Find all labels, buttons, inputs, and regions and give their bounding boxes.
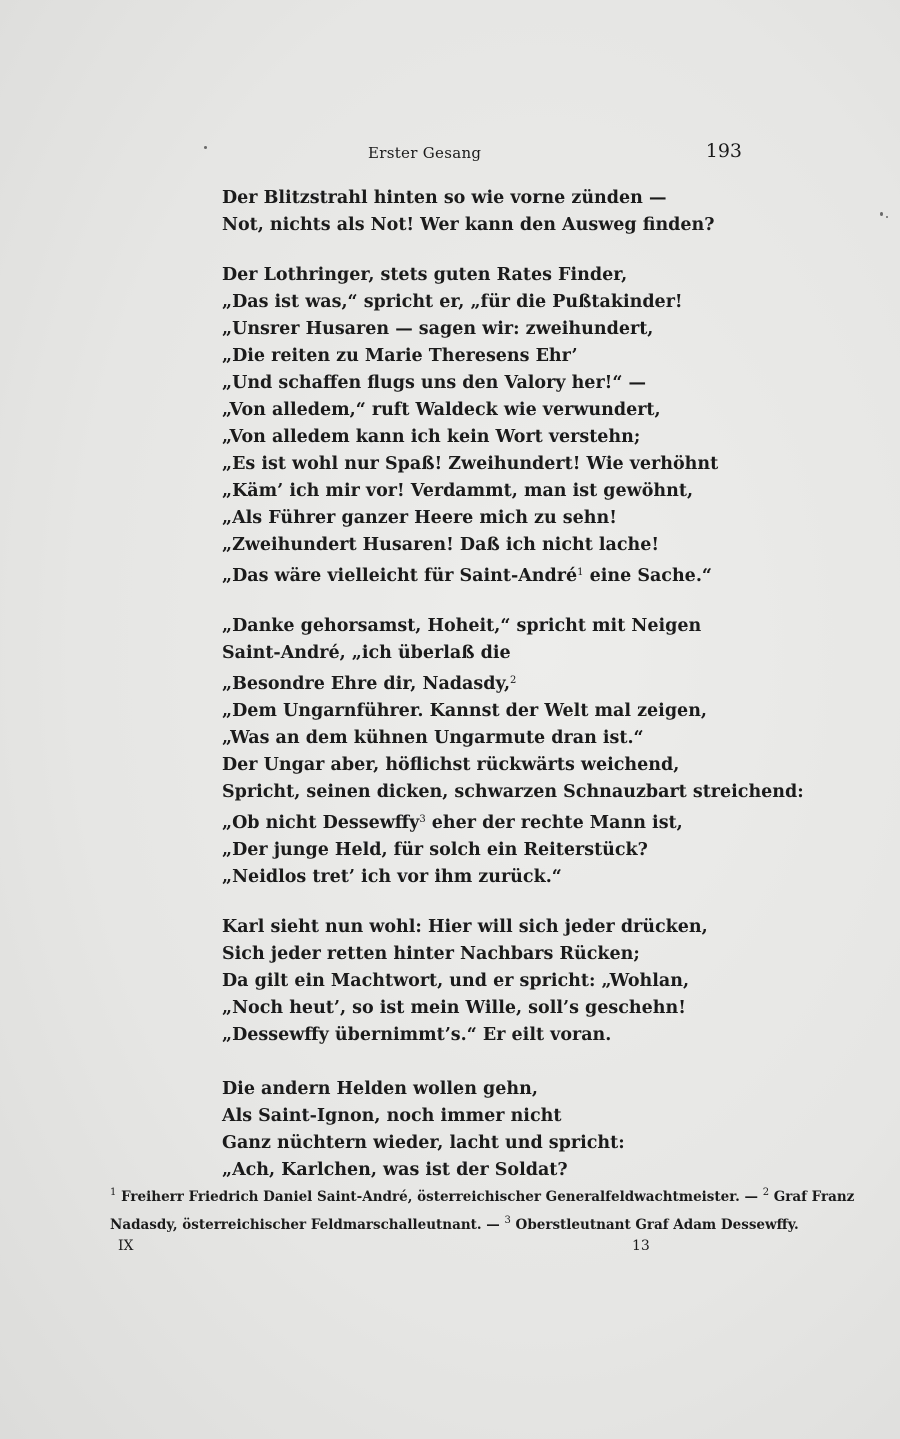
verse-line: „Und schaffen flugs uns den Valory her!“ —: [222, 373, 646, 393]
verse-line: „Von alledem,“ ruft Waldeck wie verwundert,: [222, 400, 661, 420]
verse-line: Als Saint-Ignon, noch immer nicht: [222, 1106, 562, 1126]
footnote-marker: 2: [510, 675, 517, 686]
verse-line: [222, 559, 722, 590]
verse-line: „Danke gehorsamst, Hoheit,“ spricht mit Neigen: [222, 616, 702, 636]
verse-line: Der Blitzstrahl hinten so wie vorne zünden —: [222, 188, 667, 208]
footnote-marker: 3: [504, 1215, 511, 1226]
volume-signature: IX: [118, 1238, 134, 1254]
footnote-marker: 1: [110, 1187, 117, 1198]
verse-text: eher der rechte Mann ist,: [425, 813, 683, 833]
footnote-line: [110, 1181, 855, 1209]
stanza-2: [222, 262, 722, 590]
verse-line: Saint-André, „ich überlaß die: [222, 643, 511, 663]
footnote-text: Oberstleutnant Graf Adam Dessewffy.: [510, 1217, 799, 1233]
verse-line: „Unsrer Husaren — sagen wir: zweihundert,: [222, 319, 654, 339]
verse-line: Der Lothringer, stets guten Rates Finder,: [222, 265, 628, 285]
stanza-3: [222, 613, 804, 891]
footnote-line: [110, 1209, 799, 1237]
stanza-1: [222, 185, 722, 239]
verse-line: „Käm’ ich mir vor! Verdammt, man ist gewöhnt,: [222, 481, 694, 501]
footnote-marker: 3: [419, 814, 426, 825]
verse-line: „Neidlos tret’ ich vor ihm zurück.“: [222, 867, 562, 887]
verse-line: Der Ungar aber, höflichst rückwärts weichend,: [222, 755, 680, 775]
footnotes: [110, 1181, 855, 1237]
verse-text: „Besondre Ehre dir, Nadasdy,: [222, 674, 511, 694]
footnote-text: Nadasdy, österreichischer Feldmarschalleutnant. —: [110, 1217, 505, 1233]
verse-line: Spricht, seinen dicken, schwarzen Schnauzbart streichend:: [222, 782, 804, 802]
verse-line: [222, 806, 722, 837]
verse-line: „Dessewffy übernimmt’s.“ Er eilt voran.: [222, 1025, 612, 1045]
verse-line: Die andern Helden wollen gehn,: [222, 1079, 538, 1099]
footnote-marker: 2: [762, 1187, 770, 1198]
verse-text: „Ob nicht Dessewffy: [222, 813, 420, 833]
stanza-4: [222, 914, 722, 1049]
footnote-marker: 1: [577, 567, 584, 578]
verse-line: „Ach, Karlchen, was ist der Soldat?: [222, 1160, 568, 1180]
verse-line: Da gilt ein Machtwort, und er spricht: „Wohlan,: [222, 971, 690, 991]
verse-line: Ganz nüchtern wieder, lacht und spricht:: [222, 1133, 625, 1153]
verse-line: „Von alledem kann ich kein Wort verstehn;: [222, 427, 641, 447]
verse-line: Sich jeder retten hinter Nachbars Rücken;: [222, 944, 640, 964]
sheet-signature: 13: [632, 1238, 650, 1254]
verse-line: „Der junge Held, für solch ein Reiterstück?: [222, 840, 648, 860]
footnote-text: Graf Franz: [769, 1189, 855, 1205]
verse-line: „Dem Ungarnführer. Kannst der Welt mal zeigen,: [222, 701, 708, 721]
verse-line: „Die reiten zu Marie Theresens Ehr’: [222, 346, 578, 366]
running-header: [222, 140, 742, 170]
verse-line: „Das ist was,“ spricht er, „für die Pußtakinder!: [222, 292, 683, 312]
paper-speck: [886, 216, 888, 218]
chapter-title: Erster Gesang: [368, 144, 482, 162]
verse-text: eine Sache.“: [583, 566, 712, 586]
footnote-text: Freiherr Friedrich Daniel Saint-André, österreichischer Generalfeldwachtmeister. —: [116, 1189, 763, 1205]
verse-line: [222, 667, 722, 698]
verse-line: „Als Führer ganzer Heere mich zu sehn!: [222, 508, 617, 528]
verse-line: „Es ist wohl nur Spaß! Zweihundert! Wie verhöhnt: [222, 454, 719, 474]
stanza-5: [222, 1076, 722, 1184]
poem-body: [222, 185, 804, 1184]
page-number: 193: [705, 140, 742, 162]
verse-text: „Das wäre vielleicht für Saint-André: [222, 566, 578, 586]
verse-line: Karl sieht nun wohl: Hier will sich jeder drücken,: [222, 917, 708, 937]
verse-line: „Noch heut’, so ist mein Wille, soll’s geschehn!: [222, 998, 686, 1018]
verse-line: „Was an dem kühnen Ungarmute dran ist.“: [222, 728, 644, 748]
paper-speck: [880, 212, 883, 216]
paper-speck: [204, 146, 207, 149]
verse-line: Not, nichts als Not! Wer kann den Ausweg finden?: [222, 215, 715, 235]
verse-line: „Zweihundert Husaren! Daß ich nicht lache!: [222, 535, 660, 555]
